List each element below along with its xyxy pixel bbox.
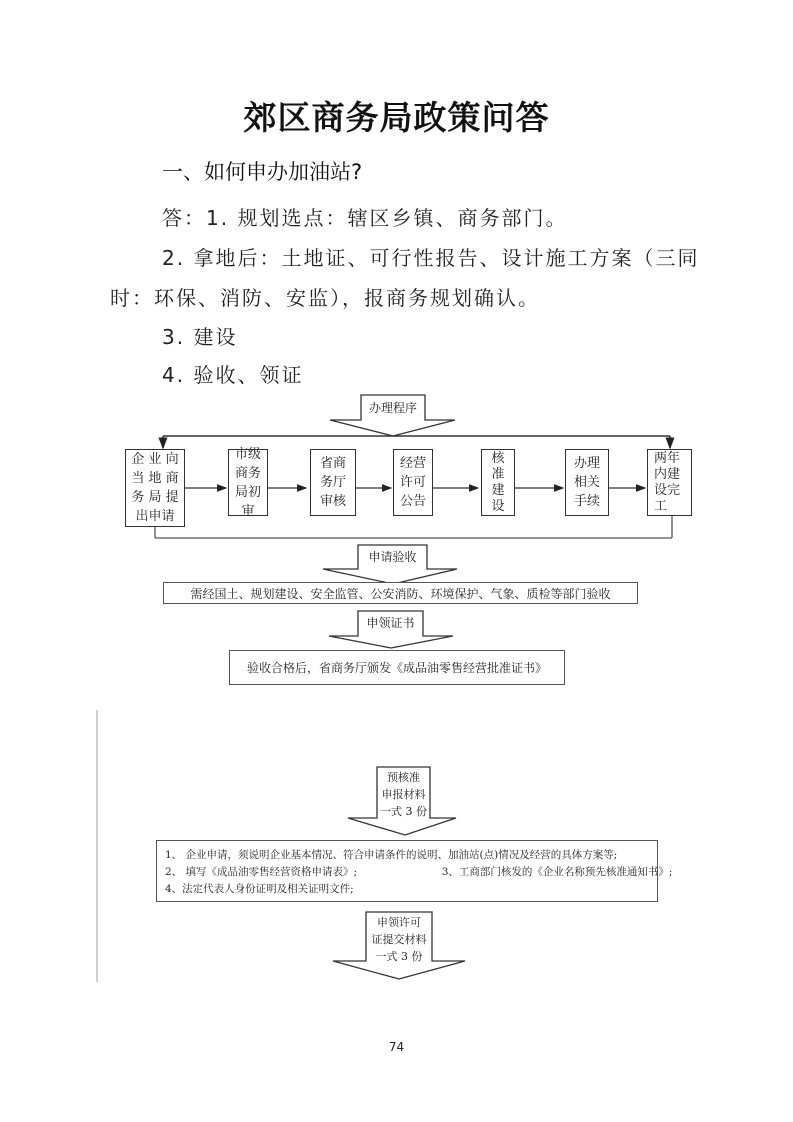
answer-line-1: 答：1. 规划选点：辖区乡镇、商务部门。 [162,206,568,230]
step-3-line: 审核 [319,494,346,509]
certificate-box [229,650,565,685]
step-7-line: 工 [654,498,668,514]
page-number: 74 [388,1040,405,1054]
step-box-6 [565,449,609,516]
pre-approval-line: 申报材料 [381,788,426,801]
step-5-line: 准 [491,466,505,482]
answer-line-3: 3. 建设 [162,325,238,349]
step-2-line: 商务 [234,465,261,481]
materials-row-2 [165,864,673,881]
step-box-7 [647,449,692,516]
margin-line [96,710,98,982]
step-3-line: 务厅 [319,475,346,490]
header-arrow-label: 办理程序 [368,401,417,415]
step-5-line: 建 [491,482,505,498]
step-4-line: 公告 [399,494,426,509]
license-line: 申领许可 [377,916,421,929]
materials-item-1: 1、 企业申请，须说明企业基本情况、符合申请条件的说明、加油站(点)情况及经营的具体方案等; [165,849,618,861]
materials-box [156,840,673,902]
step-1-line: 当 地 商 [131,471,179,486]
materials-item-2: 2、 填写《成品油零售经营资格申请表》; [165,866,358,878]
step-7-line: 内建 [654,466,681,482]
step-box-4 [393,449,433,516]
step-5-line: 核 [491,450,505,466]
step-6-line: 办理 [573,456,600,471]
step-1-line: 出申请 [135,509,175,524]
question-heading: 一、如何申办加油站? [162,160,363,184]
step-1-line: 务 局 提 [131,490,179,505]
step-box-3 [310,449,356,516]
certificate-arrow-label: 申领证书 [366,616,415,630]
step-6-line: 手续 [573,494,600,509]
step-box-2 [228,446,268,519]
certificate-box-text: 验收合格后，省商务厅颁发《成品油零售经营批准证书》 [246,661,547,675]
step-2-line: 审 [241,503,255,519]
step-7-line: 两年 [654,450,681,466]
materials-item-4: 4、法定代表人身份证明及相关证明文件; [165,883,354,895]
acceptance-box [163,582,638,604]
answer-line-2b: 时：环保、消防、安监），报商务规划确认。 [110,286,540,310]
step-box-1 [125,449,185,527]
pre-approval-line: 预核准 [387,771,420,784]
pre-approval-line: 一式 3 份 [380,805,427,818]
answer-line-2a: 2. 拿地后：土地证、可行性报告、设计施工方案（三同 [162,246,700,270]
step-7-line: 设完 [654,482,681,498]
license-line: 一式 3 份 [375,950,423,963]
acceptance-arrow-label: 申请验收 [368,550,417,564]
license-line: 证提交材料 [371,933,427,946]
step-4-line: 经营 [399,456,426,471]
step-2-line: 市级 [234,446,261,462]
license-arrow-label [366,914,432,965]
step-2-line: 局初 [234,484,261,500]
step-box-5 [481,449,515,516]
answer-line-4: 4. 验收、领证 [162,363,304,387]
step-4-line: 许可 [399,475,426,490]
step-6-line: 相关 [573,475,600,490]
pre-approval-arrow-label [377,769,430,820]
step-5-line: 设 [491,498,505,514]
page-title: 郊区商务局政策问答 [243,98,550,137]
materials-item-3: 3、工商部门核发的《企业名称预先核准通知书》; [441,866,673,878]
step-3-line: 省商 [319,456,346,471]
acceptance-box-text: 需经国土、规划建设、安全监管、公安消防、环境保护、气象、质检等部门验收 [190,586,611,601]
step-1-line: 企 业 向 [131,452,179,467]
